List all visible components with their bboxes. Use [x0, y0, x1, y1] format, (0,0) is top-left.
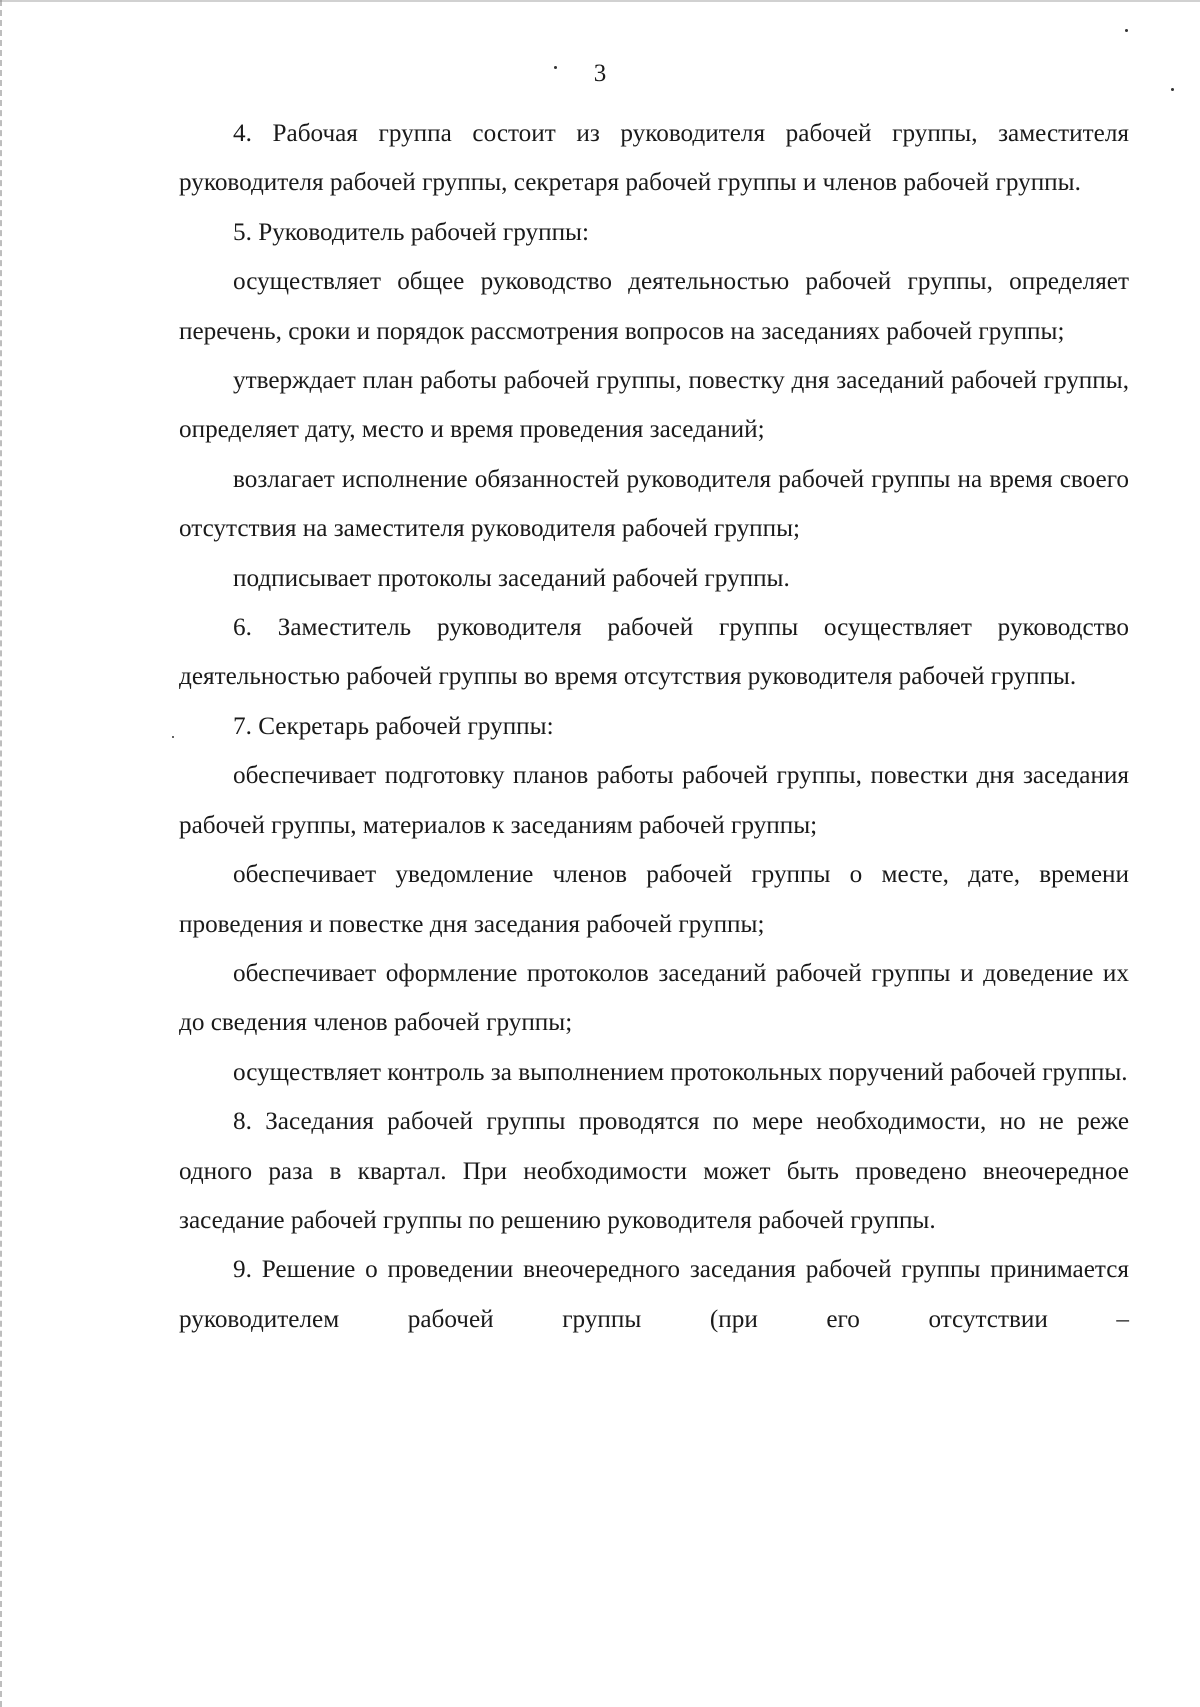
- paragraph-4: 4. Рабочая группа состоит из руководителя рабочей группы, заместителя руководителя рабочей группы, секретаря рабочей группы и членов рабочей группы.: [179, 120, 1129, 197]
- scan-edge-top: [0, 0, 1200, 2]
- paragraph-5-item: осуществляет общее руководство деятельностью рабочей группы, определяет перечень, сроки и порядок рассмотрения вопросов на заседаниях рабочей группы;: [179, 268, 1129, 345]
- paragraph-7-item: обеспечивает оформление протоколов заседаний рабочей группы и доведение их до сведения членов рабочей группы;: [179, 959, 1129, 1037]
- paragraph-7-heading: 7. Секретарь рабочей группы:: [233, 712, 554, 740]
- document-body: [179, 109, 1129, 1344]
- paragraph-6: 6. Заместитель руководителя рабочей группы осуществляет руководство деятельностью рабочей группы во время отсутствия руководителя рабочей группы.: [179, 614, 1129, 691]
- paragraph-7-item: обеспечивает подготовку планов работы рабочей группы, повестки дня заседания рабочей группы, материалов к заседаниям рабочей группы;: [179, 762, 1129, 839]
- paragraph-9: 9. Решение о проведении внеочередного заседания рабочей группы принимается руководителем рабочей группы (при его отсутствии –: [179, 1256, 1129, 1333]
- page-number: 3: [593, 60, 607, 87]
- scan-speck: [1171, 88, 1174, 91]
- paragraph-5-item: возлагает исполнение обязанностей руководителя рабочей группы на время своего отсутствия на заместителя руководителя рабочей группы;: [179, 465, 1129, 543]
- paragraph-5-heading: 5. Руководитель рабочей группы:: [233, 218, 589, 246]
- paragraph-7-item: обеспечивает уведомление членов рабочей группы о месте, дате, времени проведения и повестке дня заседания рабочей группы;: [179, 861, 1129, 938]
- paragraph-7-item: осуществляет контроль за выполнением протокольных поручений рабочей группы.: [233, 1058, 1128, 1086]
- paragraph-5-item: подписывает протоколы заседаний рабочей группы.: [233, 564, 790, 592]
- paragraph-8: 8. Заседания рабочей группы проводятся по мере необходимости, но не реже одного раза в квартал. При необходимости может быть проведено внеочередное заседание рабочей группы по решению руководителя рабочей группы.: [179, 1108, 1129, 1234]
- scan-speck: [1125, 29, 1128, 32]
- paragraph-5-item: утверждает план работы рабочей группы, повестку дня заседаний рабочей группы, определяет дату, место и время проведения заседаний;: [179, 367, 1129, 444]
- scan-speck: [172, 736, 174, 738]
- scan-edge-left: [0, 0, 5, 1707]
